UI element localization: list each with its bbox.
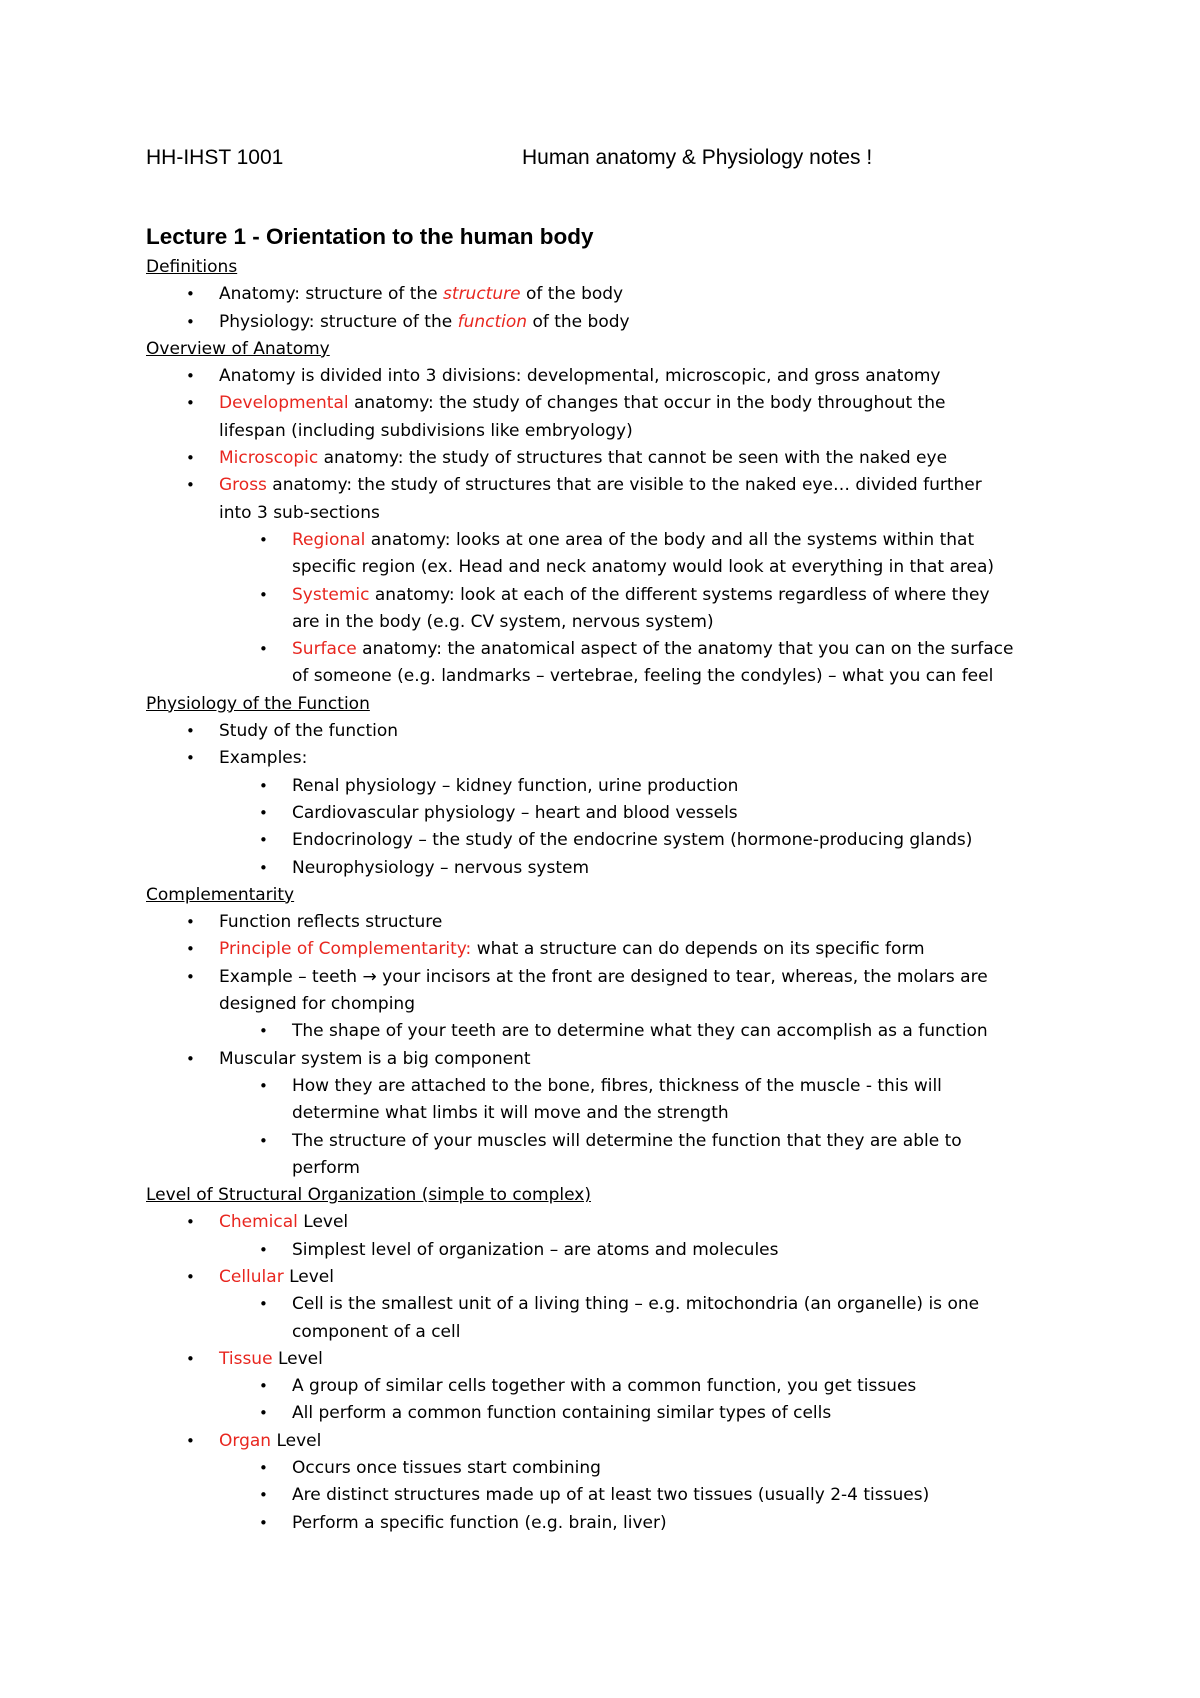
item-text: are in the body (e.g. CV system, nervous system) <box>292 611 714 632</box>
bullet-icon: • <box>259 1076 268 1095</box>
item-text: A group of similar cells together with a common function, you get tissues <box>292 1376 917 1397</box>
section-heading <box>146 691 1091 718</box>
item-text: determine what limbs it will move and the strength <box>292 1103 729 1124</box>
bullet-icon: • <box>186 749 195 768</box>
bullet-item <box>146 445 1091 472</box>
highlighted-term: Tissue <box>219 1348 273 1369</box>
bullet-icon: • <box>259 1513 268 1532</box>
item-text: Muscular system is a big component <box>219 1048 531 1069</box>
item-text: of someone (e.g. landmarks – vertebrae, feeling the condyles) – what you can feel <box>292 666 994 687</box>
bullet-item <box>146 1237 1091 1264</box>
item-text: How they are attached to the bone, fibres, thickness of the muscle - this will <box>292 1075 942 1096</box>
item-text: anatomy: looks at one area of the body and all the systems within that <box>365 529 975 550</box>
bullet-icon: • <box>186 940 195 959</box>
bullet-item <box>146 1346 1091 1373</box>
bullet-icon: • <box>259 1377 268 1396</box>
bullet-icon: • <box>259 1486 268 1505</box>
item-text: The structure of your muscles will determine the function that they are able to <box>292 1130 962 1151</box>
bullet-icon: • <box>259 640 268 659</box>
section-heading-text: Physiology of the Function <box>146 693 370 714</box>
item-text: Examples: <box>219 748 308 769</box>
item-text: Function reflects structure <box>219 912 443 933</box>
item-text: Renal physiology – kidney function, urine production <box>292 775 739 796</box>
bullet-item <box>146 1510 1091 1537</box>
item-text: Level <box>271 1430 322 1451</box>
item-text: anatomy: the anatomical aspect of the anatomy that you can on the surface <box>356 639 1014 660</box>
item-text: All perform a common function containing similar types of cells <box>292 1403 832 1424</box>
bullet-icon: • <box>186 1349 195 1368</box>
item-text: Study of the function <box>219 721 399 742</box>
bullet-item <box>146 636 1091 663</box>
highlighted-term: Gross <box>219 475 267 496</box>
bullet-icon: • <box>259 530 268 549</box>
bullet-item <box>146 1428 1091 1455</box>
bullet-item <box>146 1209 1091 1236</box>
highlighted-term: Cellular <box>219 1266 284 1287</box>
bullet-icon: • <box>186 394 195 413</box>
bullet-icon: • <box>259 776 268 795</box>
bullet-item-continuation <box>146 609 1091 636</box>
item-text: Cardiovascular physiology – heart and blood vessels <box>292 802 738 823</box>
bullet-icon: • <box>186 312 195 331</box>
bullet-item <box>146 909 1091 936</box>
highlighted-term: Regional <box>292 529 366 550</box>
item-text: perform <box>292 1157 360 1178</box>
section-heading <box>146 254 1091 281</box>
bullet-icon: • <box>186 367 195 386</box>
highlighted-term: Developmental <box>219 393 349 414</box>
bullet-icon: • <box>259 858 268 877</box>
item-text: of the body <box>527 311 630 332</box>
page-header <box>146 146 1106 176</box>
bullet-item <box>146 363 1091 390</box>
section-heading <box>146 1182 1091 1209</box>
bullet-item <box>146 281 1091 308</box>
bullet-item <box>146 1264 1091 1291</box>
bullet-icon: • <box>186 1049 195 1068</box>
bullet-item <box>146 718 1091 745</box>
item-text: Perform a specific function (e.g. brain, liver) <box>292 1512 667 1533</box>
bullet-item <box>146 390 1091 417</box>
bullet-item <box>146 582 1091 609</box>
bullet-icon: • <box>259 803 268 822</box>
highlighted-term: Principle of Complementarity: <box>219 939 472 960</box>
bullet-icon: • <box>186 913 195 932</box>
item-text: of the body <box>520 284 624 305</box>
bullet-item-continuation <box>146 663 1091 690</box>
item-text: anatomy: the study of structures that cannot be seen with the naked eye <box>318 448 948 469</box>
item-text: Physiology: structure of the <box>219 311 458 332</box>
item-text: designed for chomping <box>219 994 415 1015</box>
notes-body <box>146 254 1091 1537</box>
bullet-icon: • <box>186 1213 195 1232</box>
bullet-icon: • <box>259 1022 268 1041</box>
bullet-item-continuation <box>146 418 1091 445</box>
course-code: HH-IHST 1001 <box>146 146 284 169</box>
bullet-item-continuation <box>146 554 1091 581</box>
bullet-item <box>146 1128 1091 1155</box>
bullet-item <box>146 773 1091 800</box>
bullet-icon: • <box>259 1459 268 1478</box>
bullet-icon: • <box>186 722 195 741</box>
bullet-icon: • <box>259 1404 268 1423</box>
section-heading-text: Complementarity <box>146 884 295 905</box>
bullet-icon: • <box>186 1267 195 1286</box>
bullet-icon: • <box>259 585 268 604</box>
item-text: component of a cell <box>292 1321 461 1342</box>
bullet-item-continuation <box>146 1100 1091 1127</box>
document-title: Human anatomy & Physiology notes ! <box>522 146 873 169</box>
bullet-icon: • <box>186 285 195 304</box>
bullet-icon: • <box>186 449 195 468</box>
bullet-item <box>146 1046 1091 1073</box>
section-heading-text: Definitions <box>146 257 238 277</box>
highlighted-term: Organ <box>219 1430 272 1451</box>
lecture-heading: Lecture 1 - Orientation to the human body <box>146 224 594 249</box>
highlighted-term: function <box>457 311 528 332</box>
bullet-item <box>146 472 1091 499</box>
highlighted-term: structure <box>443 284 521 305</box>
bullet-item-continuation <box>146 1319 1091 1346</box>
item-text: lifespan (including subdivisions like embryology) <box>219 420 633 441</box>
bullet-item <box>146 1455 1091 1482</box>
item-text: Example – teeth → your incisors at the front are designed to tear, whereas, the molars are <box>219 966 988 987</box>
bullet-item <box>146 936 1091 963</box>
bullet-item <box>146 800 1091 827</box>
item-text: anatomy: the study of changes that occur in the body throughout the <box>348 393 946 414</box>
bullet-icon: • <box>259 1131 268 1150</box>
bullet-item-continuation <box>146 991 1091 1018</box>
bullet-icon: • <box>259 1295 268 1314</box>
item-text: Neurophysiology – nervous system <box>292 857 590 878</box>
highlighted-term: Microscopic <box>219 448 319 469</box>
item-text: Simplest level of organization – are atoms and molecules <box>292 1239 779 1260</box>
bullet-icon: • <box>186 476 195 495</box>
item-text: Endocrinology – the study of the endocrine system (hormone-producing glands) <box>292 830 973 851</box>
bullet-item <box>146 1373 1091 1400</box>
bullet-item-continuation <box>146 1155 1091 1182</box>
bullet-icon: • <box>259 831 268 850</box>
item-text: anatomy: look at each of the different systems regardless of where they <box>369 584 990 605</box>
bullet-item <box>146 527 1091 554</box>
section-heading <box>146 336 1091 363</box>
item-text: into 3 sub-sections <box>219 502 380 523</box>
item-text: Level <box>272 1348 323 1369</box>
bullet-item <box>146 309 1091 336</box>
highlighted-term: Surface <box>292 639 357 660</box>
highlighted-term: Chemical <box>219 1212 298 1233</box>
bullet-icon: • <box>186 1431 195 1450</box>
bullet-item <box>146 1018 1091 1045</box>
bullet-item <box>146 745 1091 772</box>
item-text: Cell is the smallest unit of a living thing – e.g. mitochondria (an organelle) is one <box>292 1294 980 1315</box>
item-text: Occurs once tissues start combining <box>292 1458 601 1479</box>
bullet-item-continuation <box>146 500 1091 527</box>
item-text: Anatomy is divided into 3 divisions: developmental, microscopic, and gross anatomy <box>219 366 941 387</box>
item-text: Are distinct structures made up of at least two tissues (usually 2-4 tissues) <box>292 1485 930 1506</box>
section-heading <box>146 882 1091 909</box>
item-text: Anatomy: structure of the <box>219 284 444 305</box>
bullet-icon: • <box>186 967 195 986</box>
highlighted-term: Systemic <box>292 584 370 605</box>
bullet-item <box>146 1400 1091 1427</box>
bullet-item <box>146 1073 1091 1100</box>
section-heading-text: Overview of Anatomy <box>146 338 330 359</box>
bullet-item <box>146 855 1091 882</box>
item-text: specific region (ex. Head and neck anatomy would look at everything in that area) <box>292 557 995 578</box>
bullet-item <box>146 964 1091 991</box>
bullet-item <box>146 1482 1091 1509</box>
item-text: The shape of your teeth are to determine what they can accomplish as a function <box>292 1021 988 1042</box>
item-text: Level <box>297 1212 349 1233</box>
item-text: what a structure can do depends on its specific form <box>471 939 925 960</box>
bullet-icon: • <box>259 1240 268 1259</box>
section-heading-text: Level of Structural Organization (simple to complex) <box>146 1185 591 1206</box>
item-text: Level <box>283 1266 334 1287</box>
item-text: anatomy: the study of structures that are visible to the naked eye… divided further <box>266 475 982 496</box>
bullet-item <box>146 1291 1091 1318</box>
bullet-item <box>146 827 1091 854</box>
